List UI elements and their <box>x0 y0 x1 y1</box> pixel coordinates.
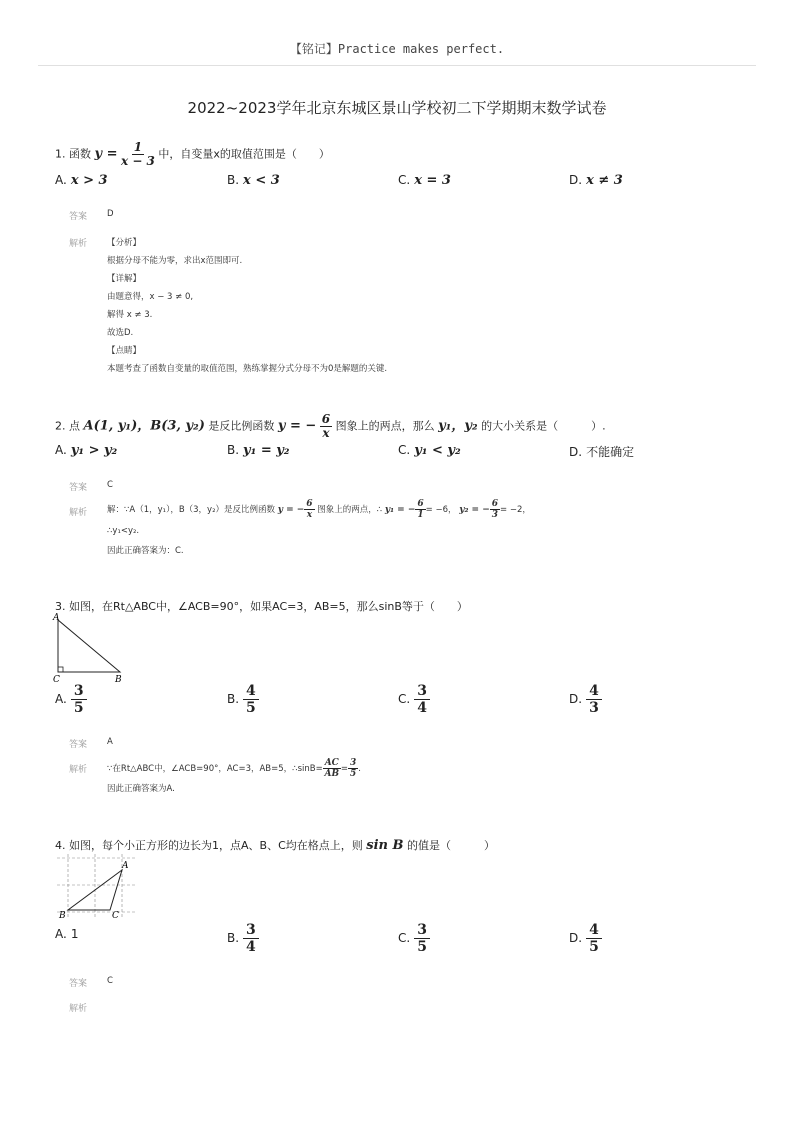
analysis-line: 本题考查了函数自变量的取值范围，熟练掌握分式分母不为0是解题的关键. <box>107 364 388 374</box>
option-a[interactable]: A. $\frac{3}{5}$ <box>55 683 87 716</box>
question-2 <box>55 413 606 440</box>
option-d[interactable]: D. 不能确定 <box>569 445 635 459</box>
question-text: 图象上的两点，那么 <box>335 419 435 433</box>
question-text: 的大小关系是（ ）. <box>481 419 606 433</box>
answer-value: A <box>107 737 113 747</box>
math-expr: A(1, y₁)，B(3, y₂) <box>83 418 205 434</box>
question-4 <box>55 837 495 853</box>
question-number: 3. <box>55 600 66 613</box>
question-text: 如图，在Rt△ABC中，∠ACB=90°，如果AC=3，AB=5，那么sinB等于（ ） <box>69 600 468 613</box>
question-text: 点 <box>69 419 80 433</box>
math-expr: y₁，y₂ <box>438 418 478 434</box>
grid-triangle-figure <box>55 852 140 922</box>
math-expr: y = <box>94 146 118 162</box>
analysis-line: 因此正确答案为：C. <box>107 546 184 556</box>
analysis-line: ∵在Rt△ABC中，∠ACB=90°，AC=3，AB=5，∴sinB= $\frac{AC}{AB}$ = $\frac{3}{5}$ . <box>107 758 361 779</box>
fraction: $\frac{1}{x - 3}$ <box>120 140 155 168</box>
option-c[interactable]: C. x = 3 <box>398 173 451 188</box>
analysis-line: 解：∵A（1，y₁），B（3，y₂）是反比例函数 y = − $\frac{6}{x}$ 图象上的两点，∴ y₁ = − $\frac{6}{1}$ = −6， y₂ = − $\frac{6}{3}$ = −2， <box>107 499 531 520</box>
vertex-label-a: A <box>122 861 129 871</box>
question-1 <box>55 141 330 168</box>
math-expr: y = − <box>277 418 317 434</box>
analysis-line: 故选D. <box>107 328 134 338</box>
answer-value: C <box>107 976 113 986</box>
analysis-line: 【分析】 <box>107 238 142 248</box>
math-expr: sin B <box>366 838 404 853</box>
triangle-figure <box>50 612 130 684</box>
analysis-line: 解得 x ≠ 3. <box>107 310 153 320</box>
answer-value: D <box>107 209 114 219</box>
analysis-line: 【详解】 <box>107 274 142 284</box>
answer-label: 答案 <box>69 212 88 222</box>
answer-value: C <box>107 480 113 490</box>
option-d[interactable]: D. $\frac{4}{5}$ <box>569 922 602 955</box>
answer-label: 答案 <box>69 483 88 493</box>
header-divider <box>38 65 756 66</box>
analysis-line: 【点睛】 <box>107 346 142 356</box>
vertex-label-c: C <box>53 675 60 684</box>
vertex-label-b: B <box>59 911 66 921</box>
option-a[interactable]: A. x > 3 <box>55 173 108 188</box>
analysis-label: 解析 <box>69 239 88 249</box>
analysis-line: 根据分母不能为零，求出x范围即可. <box>107 256 243 266</box>
question-number: 4. <box>55 839 66 852</box>
question-text: 的值是（ ） <box>406 839 495 852</box>
option-a[interactable]: A. 1 <box>55 927 79 941</box>
option-a[interactable]: A. y₁ > y₂ <box>55 443 118 458</box>
analysis-label: 解析 <box>69 508 88 518</box>
option-c[interactable]: C. y₁ < y₂ <box>398 443 461 458</box>
question-text: 是反比例函数 <box>208 419 275 433</box>
option-b[interactable]: B. $\frac{3}{4}$ <box>227 922 259 955</box>
option-b[interactable]: B. x < 3 <box>227 173 280 188</box>
option-c[interactable]: C. $\frac{3}{4}$ <box>398 683 430 716</box>
question-number: 2. <box>55 419 66 433</box>
analysis-line: 由题意得，x − 3 ≠ 0, <box>107 292 194 302</box>
option-b[interactable]: B. y₁ = y₂ <box>227 443 290 458</box>
vertex-label-b: B <box>115 675 122 684</box>
analysis-line: ∴y₁<y₂. <box>107 526 140 536</box>
paper-title: 2022~2023学年北京东城区景山学校初二下学期期末数学试卷 <box>187 99 607 117</box>
analysis-line: 因此正确答案为A. <box>107 784 175 794</box>
option-b[interactable]: B. $\frac{4}{5}$ <box>227 683 259 716</box>
question-number: 1. <box>55 147 66 161</box>
question-text: 如图，每个小正方形的边长为1，点A、B、C均在格点上，则 <box>69 839 363 852</box>
vertex-label-c: C <box>112 911 119 921</box>
vertex-label-a: A <box>53 613 60 623</box>
option-d[interactable]: D. x ≠ 3 <box>569 173 623 188</box>
option-c[interactable]: C. $\frac{3}{5}$ <box>398 922 430 955</box>
answer-label: 答案 <box>69 740 88 750</box>
page-header: 【铭记】Practice makes perfect. <box>289 42 505 56</box>
fraction: $\frac{6}{x}$ <box>321 412 331 440</box>
option-d[interactable]: D. $\frac{4}{3}$ <box>569 683 602 716</box>
answer-label: 答案 <box>69 979 88 989</box>
question-text: 中，自变量x的取值范围是（ ） <box>158 147 330 161</box>
question-text: 函数 <box>69 147 91 161</box>
analysis-label: 解析 <box>69 1004 88 1014</box>
analysis-label: 解析 <box>69 765 88 775</box>
